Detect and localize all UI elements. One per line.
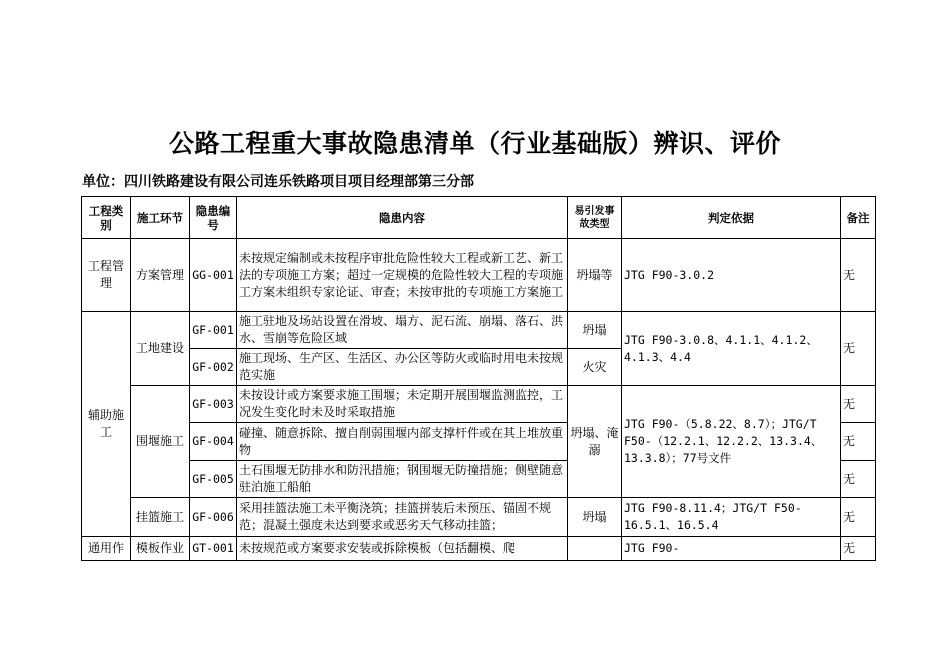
cell-remark: 无 — [841, 312, 876, 386]
cell-stage: 挂篮施工 — [131, 498, 190, 537]
cell-basis: JTG F90-（5.8.22、8.7）；JTG/T F50-（12.2.1、12.2.2、13.3.4、 13.3.8）；77号文件 — [622, 386, 841, 498]
cell-accident: 坍塌、淹溺 — [568, 386, 622, 498]
header-remark: 备注 — [841, 197, 876, 239]
cell-accident: 火灾 — [568, 349, 622, 386]
header-stage: 施工环节 — [131, 197, 190, 239]
cell-content: 施工驻地及场站设置在滑坡、塌方、泥石流、崩塌、落石、洪水、雪崩等危险区域 — [237, 312, 568, 349]
cell-code: GG-001 — [190, 239, 237, 312]
cell-stage: 方案管理 — [131, 239, 190, 312]
cell-code: GF-006 — [190, 498, 237, 537]
cell-remark: 无 — [841, 423, 876, 461]
cell-basis: JTG F90- — [622, 537, 841, 561]
table-row — [82, 498, 876, 537]
table-header-row — [82, 197, 876, 239]
cell-category: 通用作 — [82, 537, 131, 561]
table-row — [82, 239, 876, 312]
table-row — [82, 537, 876, 561]
cell-code: GF-005 — [190, 461, 237, 498]
cell-stage: 围堰施工 — [131, 386, 190, 498]
cell-content: 施工现场、生产区、生活区、办公区等防火或临时用电未按规范实施 — [237, 349, 568, 386]
header-accident: 易引发事故类型 — [568, 197, 622, 239]
cell-code: GF-002 — [190, 349, 237, 386]
cell-basis: JTG F90-3.0.2 — [622, 239, 841, 312]
header-content: 隐患内容 — [237, 197, 568, 239]
cell-content: 采用挂篮法施工未平衡浇筑；挂篮拼装后未预压、锚固不规范；混凝土强度未达到要求或恶劣天气移动挂篮； — [237, 498, 568, 537]
header-code: 隐患编号 — [190, 197, 237, 239]
cell-content: 未按规定编制或未按程序审批危险性较大工程或新工艺、新工法的专项施工方案；超过一定规模的危险性较大工程的专项施工方案未组织专家论证、审查；未按审批的专项施工方案施工 — [237, 239, 568, 312]
cell-accident: 坍塌等 — [568, 239, 622, 312]
cell-code: GF-001 — [190, 312, 237, 349]
cell-accident — [568, 537, 622, 561]
header-basis: 判定依据 — [622, 197, 841, 239]
cell-stage: 模板作业 — [131, 537, 190, 561]
cell-code: GF-004 — [190, 423, 237, 461]
cell-content: 未按设计或方案要求施工围堰；未定期开展围堰监测监控，工况发生变化时未及时采取措施 — [237, 386, 568, 423]
cell-remark: 无 — [841, 386, 876, 423]
cell-basis: JTG F90-3.0.8、4.1.1、4.1.2、4.1.3、4.4 — [622, 312, 841, 386]
document-title: 公路工程重大事故隐患清单（行业基础版）辨识、评价 — [168, 129, 781, 158]
cell-accident: 坍塌 — [568, 312, 622, 349]
table-row — [82, 312, 876, 349]
unit-line: 单位：四川铁路建设有限公司连乐铁路项目项目经理部第三分部 — [82, 174, 474, 190]
cell-content: 碰撞、随意拆除、擅自削弱围堰内部支撑杆件或在其上堆放重物 — [237, 423, 568, 461]
cell-content: 土石围堰无防排水和防汛措施；钢围堰无防撞措施；侧壁随意驻泊施工船舶 — [237, 461, 568, 498]
cell-remark: 无 — [841, 239, 876, 312]
cell-remark: 无 — [841, 537, 876, 561]
cell-basis: JTG F90-8.11.4；JTG/T F50-16.5.1、16.5.4 — [622, 498, 841, 537]
table-row — [82, 386, 876, 423]
cell-remark: 无 — [841, 461, 876, 498]
cell-stage: 工地建设 — [131, 312, 190, 386]
cell-category: 工程管理 — [82, 239, 131, 312]
hazard-table — [81, 196, 876, 561]
cell-remark: 无 — [841, 498, 876, 537]
cell-category: 辅助施工 — [82, 312, 131, 537]
cell-code: GF-003 — [190, 386, 237, 423]
cell-content: 未按规范或方案要求安装或拆除模板（包括翻模、爬 — [237, 537, 568, 561]
cell-code: GT-001 — [190, 537, 237, 561]
cell-accident: 坍塌 — [568, 498, 622, 537]
header-category: 工程类别 — [82, 197, 131, 239]
